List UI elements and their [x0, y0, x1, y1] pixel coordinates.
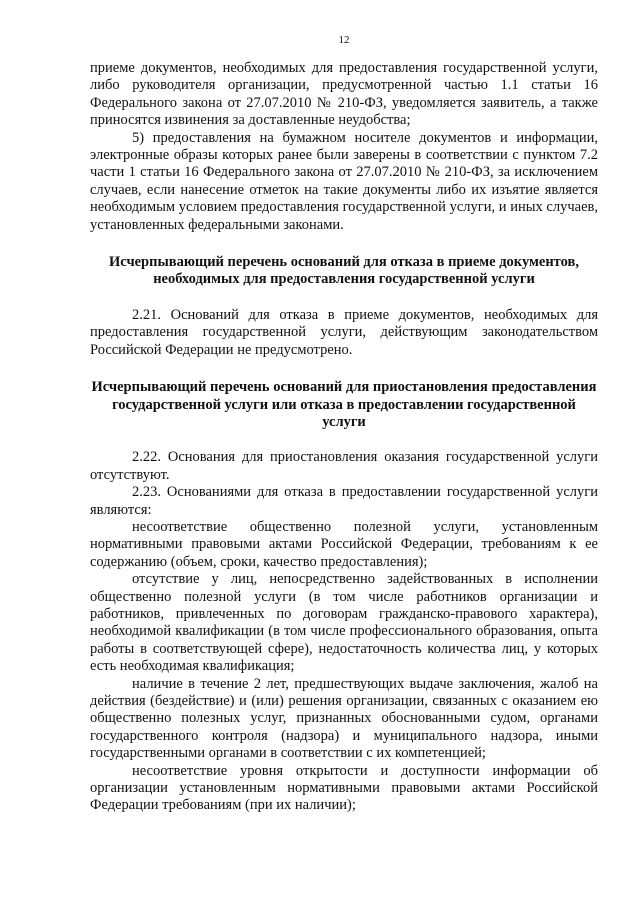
section-heading-suspension-refusal: Исчерпывающий перечень оснований для приостановления предоставления государственной услуги или отказа в предоставлении государственной услуги: [91, 379, 597, 430]
spacer: [90, 431, 598, 449]
document-page: [90, 34, 598, 815]
paragraph-ground-1: несоответствие общественно полезной услуги, установленным нормативными правовыми актами Российской Федерации, требованиям к ее содержанию (объем, сроки, качество предоставления);: [90, 518, 598, 570]
spacer: [90, 234, 598, 254]
paragraph-item-5: 5) предоставления на бумажном носителе документов и информации, электронные образы которых ранее были заверены в соответствии с пунктом 7.2 части 1 статьи 16 Федерального закона от 27.07.2010 № 210-ФЗ, за исключением случаев, если нанесение отметок на такие документы либо их изъятие является необходимым условием предоставления государственной услуги, и иных случаев, установленных федеральными законами.: [90, 129, 598, 233]
paragraph-ground-4: несоответствие уровня открытости и доступности информации об организации установленным нормативными правовыми актами Российской Федерации требованиям (при их наличии);: [90, 762, 598, 814]
paragraph-ground-3: наличие в течение 2 лет, предшествующих выдаче заключения, жалоб на действия (бездействие) и (или) решения организации, связанных с оказанием ею общественно полезных услуг, признанных обоснованными судом, органами государственного контроля (надзора) и муниципального надзора, иными государственными органами в соответствии с их компетенцией;: [90, 675, 598, 762]
paragraph-2-21: 2.21. Оснований для отказа в приеме документов, необходимых для предоставления государственной услуги, действующим законодательством Российской Федерации не предусмотрено.: [90, 306, 598, 358]
spacer: [90, 359, 598, 379]
paragraph-ground-2: отсутствие у лиц, непосредственно задействованных в исполнении общественно полезной услуги (в том числе работников организации и работников, привлеченных по договорам гражданско-правового характера), необходимой квалификации (в том числе профессионального образования, опыта работы в соответствующей сфере), недостаточность количества лиц, у которых есть необходимая квалификация;: [90, 571, 598, 675]
spacer: [90, 289, 598, 307]
paragraph-continuation: приеме документов, необходимых для предоставления государственной услуги, либо руководителя организации, предусмотренной частью 1.1 статьи 16 Федерального закона от 27.07.2010 № 210-ФЗ, уведомляется заявитель, а также приносятся извинения за доставленные неудобства;: [90, 60, 598, 129]
paragraph-2-22: 2.22. Основания для приостановления оказания государственной услуги отсутствуют.: [90, 449, 598, 483]
paragraph-2-23: 2.23. Основаниями для отказа в предоставлении государственной услуги являются:: [90, 484, 598, 518]
section-heading-refusal-documents: Исчерпывающий перечень оснований для отказа в приеме документов, необходимых для предоставления государственной услуги: [109, 254, 579, 288]
page-number: 12: [338, 34, 350, 46]
